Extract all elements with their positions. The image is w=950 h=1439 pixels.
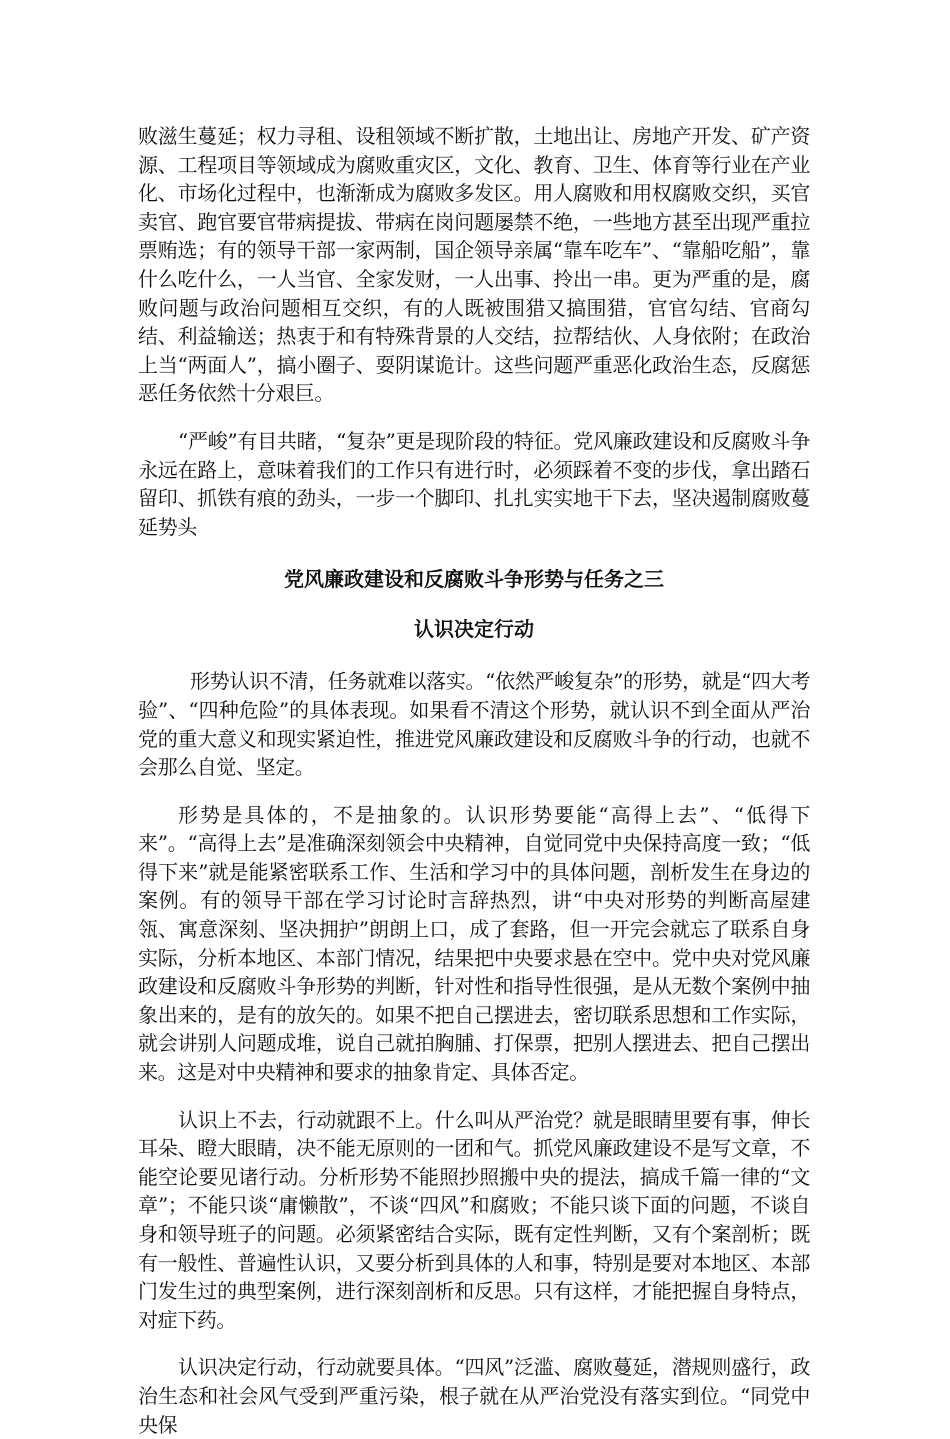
- section-subtitle: 认识决定行动: [414, 617, 534, 642]
- paragraph-severe-complex: “严峻”有目共睹，“复杂”更是现阶段的特征。党风廉政建设和反腐败斗争永远在路上，意味着我们的工作只有进行时，必须踩着不变的步伐，拿出踏石留印、抓铁有痕的劲头，一步一个脚印、扎扎实实地干下去，坚决遏制腐败蔓延势头: [138, 428, 810, 539]
- paragraph-corruption-areas: 败滋生蔓延；权力寻租、设租领域不断扩散，土地出让、房地产开发、矿产资源、工程项目等领域成为腐败重灾区，文化、教育、卫生、体育等行业在产业化、市场化过程中，也渐渐成为腐败多发区。用人腐败和用权腐败交织，买官卖官、跑官要官带病提拔、带病在岗问题屡禁不绝，一些地方甚至出现严重拉票贿选；有的领导干部一家两制，国企领导亲属“靠车吃车”、“靠船吃船”，靠什么吃什么，一人当官、全家发财，一人出事、拎出一串。更为严重的是，腐败问题与政治问题相互交织，有的人既被围猎又搞围猎，官官勾结、官商勾结、利益输送；热衷于和有特殊背景的人交结，拉帮结伙、人身依附；在政治上当“两面人”，搞小圈子、耍阴谋诡计。这些问题严重恶化政治生态，反腐惩恶任务依然十分艰巨。: [138, 124, 810, 406]
- paragraph-action-follows: 认识上不去，行动就跟不上。什么叫从严治党？就是眼睛里要有事，伸长耳朵、瞪大眼睛，决不能无原则的一团和气。抓党风廉政建设不是写文章，不能空论要见诸行动。分析形势不能照抄照搬中央的提法，搞成千篇一律的“文章”；不能只谈“庸懒散”，不谈“四风”和腐败；不能只谈下面的问题，不谈自身和领导班子的问题。必须紧密结合实际，既有定性判断，又有个案剖析；既有一般性、普遍性认识，又要分析到具体的人和事，特别是要对本地区、本部门发生过的典型案例，进行深刻剖析和反思。只有这样，才能把握自身特点，对症下药。: [138, 1107, 810, 1332]
- section-title: 党风廉政建设和反腐败斗争形势与任务之三: [284, 567, 664, 592]
- paragraph-concrete-action: 认识决定行动，行动就要具体。“四风”泛滥、腐败蔓延，潜规则盛行，政治生态和社会风气受到严重污染，根子就在从严治党没有落实到位。“同党中央保: [138, 1355, 810, 1437]
- document-page: [138, 122, 810, 1439]
- paragraph-situation-awareness: 形势认识不清，任务就难以落实。“依然严峻复杂”的形势，就是“四大考验”、“四种危险”的具体表现。如果看不清这个形势，就认识不到全面从严治党的重大意义和现实紧迫性，推进党风廉政建设和反腐败斗争的行动，也就不会那么自觉、坚定。: [138, 669, 810, 780]
- paragraph-concrete-situation: 形势是具体的，不是抽象的。认识形势要能“高得上去”、“低得下来”。“高得上去”是准确深刻领会中央精神，自觉同党中央保持高度一致；“低得下来”就是能紧密联系工作、生活和学习中的具体问题，剖析发生在身边的案例。有的领导干部在学习讨论时言辞热烈，讲“中央对形势的判断高屋建瓴、寓意深刻、坚决拥护”朗朗上口，成了套路，但一开完会就忘了联系自身实际，分析本地区、本部门情况，结果把中央要求悬在空中。党中央对党风廉政建设和反腐败斗争形势的判断，针对性和指导性很强，是从无数个案例中抽象出来的，是有的放矢的。如果不把自己摆进去，密切联系思想和工作实际，就会讲别人问题成堆，说自己就拍胸脯、打保票，把别人摆进去、把自己摆出来。这是对中央精神和要求的抽象肯定、具体否定。: [138, 802, 810, 1085]
